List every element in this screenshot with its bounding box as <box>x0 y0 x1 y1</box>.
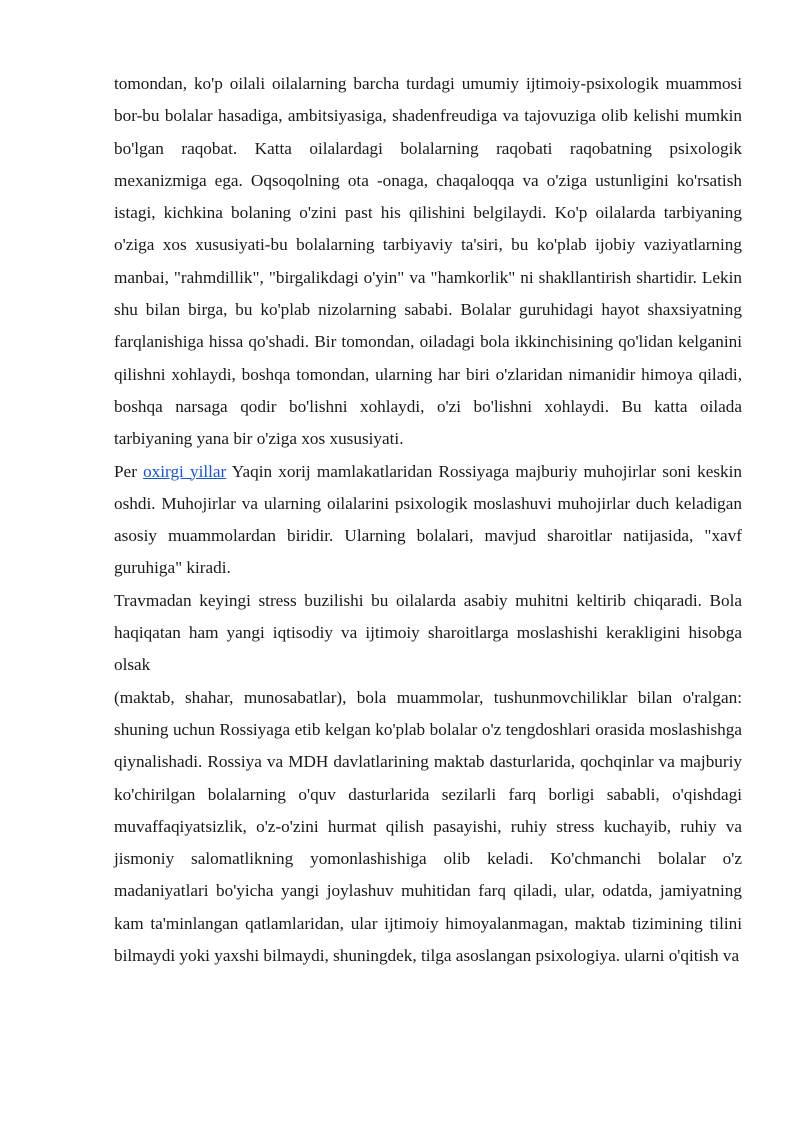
paragraph-3: Travmadan keyingi stress buzilishi bu oilalarda asabiy muhitni keltirib chiqaradi. Bola haqiqatan ham yangi iqtisodiy va ijtimoiy sharoitlarga moslashishi kerakligini hisobga olsak <box>114 590 742 675</box>
paragraph-1: tomondan, ko'p oilali oilalarning barcha turdagi umumiy ijtimoiy-psixologik muammosi bor-bu bolalar hasadiga, ambitsiyasiga, shadenfreudiga va tajovuziga olib kelishi mumkin bo'lgan raqobat. Katta oilalardagi bolalarning raqobati raqobatning psixologik mexanizmiga ega. Oqsoqolning ota -onaga, chaqaloqqa va o'ziga ustunligini ko'rsatish istagi, kichkina bolaning o'zini past his qilishini belgilaydi. Ko'p oilalarda tarbiyaning o'ziga xos xususiyati-bu bolalarning tarbiyaviy ta'siri, bu ko'plab ijobiy vaziyatlarning manbai, "rahmdillik", "birgalikdagi o'yin" va "hamkorlik" ni shakllantirish shartidir. Lekin shu bilan birga, bu ko'plab nizolarning sababi. Bolalar guruhidagi hayot shaxsiyatning farqlanishiga hissa qo'shadi. Bir tomondan, oiladagi bola ikkinchisining qo'lidan kelganini qilishni xohlaydi, boshqa tomondan, ularning har biri o'zlaridan nimanidir himoya qiladi, boshqa narsaga qodir bo'lishni xohlaydi, o'zi bo'lishni xohlaydi. Bu katta oilada tarbiyaning yana bir o'ziga xos xususiyati. <box>114 74 742 449</box>
paragraph-2 <box>114 456 742 585</box>
paragraph-2-text: Yaqin xorij mamlakatlaridan Rossiyaga majburiy muhojirlar soni keskin oshdi. Muhojirlar va ularning oilalarini psixologik moslashuvi muhojirlar duch keladigan asosiy muammolardan biridir. Ularning bolalari, mavjud sharoitlar natijasida, "xavf guruhiga" kiradi. <box>114 461 742 578</box>
oxirgi-yillar-link[interactable]: oxirgi yillar <box>143 461 227 481</box>
paragraph-4: (maktab, shahar, munosabatlar), bola muammolar, tushunmovchiliklar bilan o'ralgan: shuning uchun Rossiyaga etib kelgan ko'plab bolalar o'z tengdoshlari orasida moslashishga qiynalishadi. Rossiya va MDH davlatlarining maktab dasturlarida, qochqinlar va majburiy ko'chirilgan bolalarning o'quv dasturlarida sezilarli farq borligi sababli, o'qishdagi muvaffaqiyatsizlik, o'z-o'zini hurmat qilish pasayishi, ruhiy stress kuchayib, ruhiy va jismoniy salomatlikning yomonlashishiga olib keladi. Ko'chmanchi bolalar o'z madaniyatlari bo'yicha yangi joylashuv muhitidan farq qiladi, ular, odatda, jamiyatning kam ta'minlangan qatlamlaridan, ular ijtimoiy himoyalanmagan, maktab tizimining tilini bilmaydi yoki yaxshi bilmaydi, shuningdek, tilga asoslangan psixologiya. ularni o'qitish va <box>114 687 742 966</box>
document-page <box>114 68 742 972</box>
paragraph-2-prefix: Per <box>114 461 144 481</box>
